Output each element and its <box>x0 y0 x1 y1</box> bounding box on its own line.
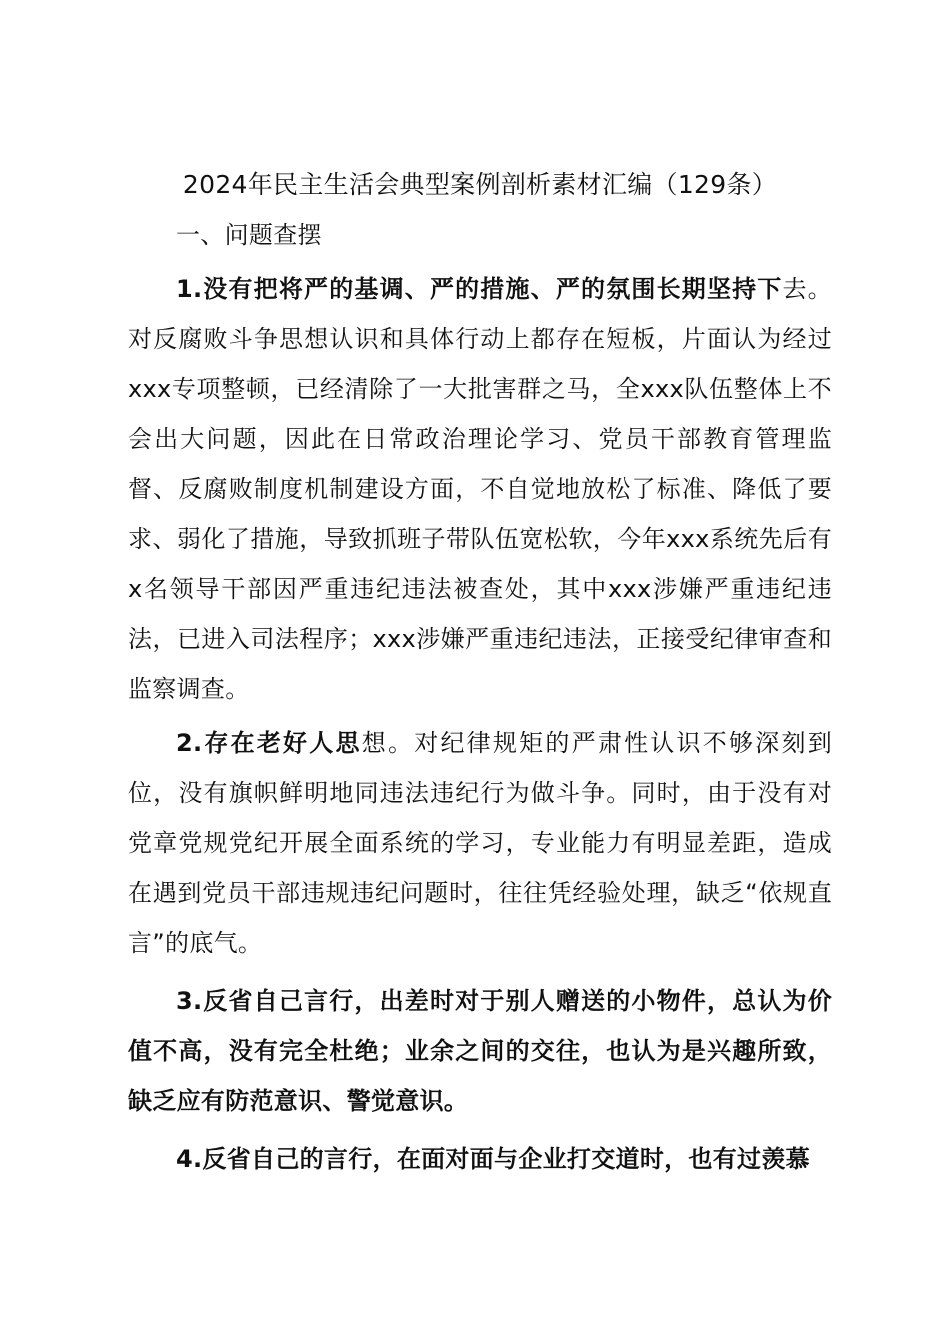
item-3-lead: 3.反省自己言行，出差时对于别人赠送的小物件，总认为价值不高，没有完全杜绝；业余之间的交往，也认为是兴趣所致，缺乏应有防范意识、警觉意识。 <box>128 987 832 1115</box>
paragraph-item-1 <box>128 264 832 714</box>
paragraph-item-4 <box>128 1134 832 1184</box>
document-body <box>128 160 832 1184</box>
item-4-lead: 4.反省自己的言行，在面对面与企业打交道时，也有过羡慕 <box>176 1145 810 1173</box>
item-1-lead: 1.没有把将严的基调、严的措施、严的氛围长期坚持下 <box>176 275 783 303</box>
paragraph-item-2 <box>128 718 832 968</box>
item-2-body: 想。对纪律规矩的严肃性认识不够深刻到位，没有旗帜鲜明地同违法违纪行为做斗争。同时，由于没有对党章党规党纪开展全面系统的学习，专业能力有明显差距，造成在遇到党员干部违规违纪问题时，往往凭经验处理，缺乏“依规直言”的底气。 <box>128 729 832 957</box>
item-1-body: 去。对反腐败斗争思想认识和具体行动上都存在短板，片面认为经过xxx专项整顿，已经清除了一大批害群之马，全xxx队伍整体上不会出大问题，因此在日常政治理论学习、党员干部教育管理监督、反腐败制度机制建设方面，不自觉地放松了标准、降低了要求、弱化了措施，导致抓班子带队伍宽松软，今年xxx系统先后有x名领导干部因严重违纪违法被查处，其中xxx涉嫌严重违纪违法，已进入司法程序；xxx涉嫌严重违纪违法，正接受纪律审查和监察调查。 <box>128 275 832 703</box>
section-heading: 一、问题查摆 <box>176 221 322 249</box>
paragraph-item-3 <box>128 976 832 1126</box>
document-title: 2024年民主生活会典型案例剖析素材汇编（129条） <box>182 170 778 199</box>
item-2-lead: 2.存在老好人思 <box>176 729 362 757</box>
